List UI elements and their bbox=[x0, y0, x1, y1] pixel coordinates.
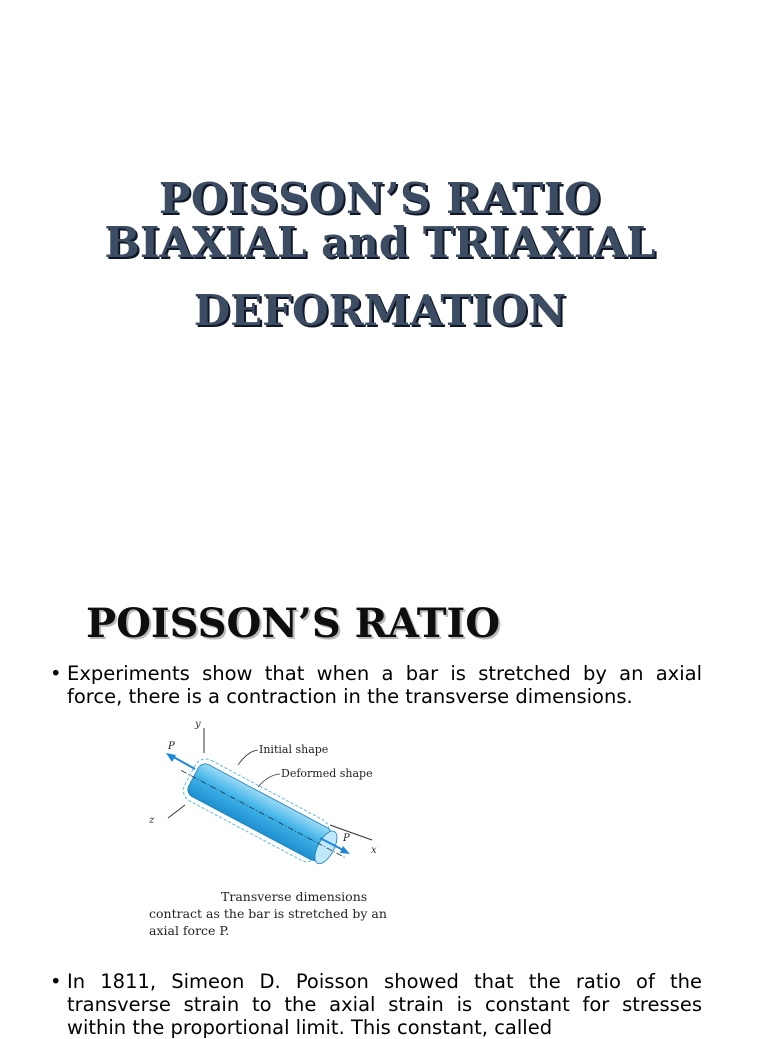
right-arrowhead-icon bbox=[340, 846, 350, 854]
deformed-leader-line bbox=[258, 774, 280, 787]
figure-caption bbox=[149, 888, 389, 939]
bullet-dot: • bbox=[50, 662, 62, 685]
bullet-text: In 1811, Simeon D. Poisson showed that the ratio of the transverse strain to the axial strain is constant for stresses within the proportional limit. This constant, called bbox=[67, 970, 702, 1039]
bullet-item bbox=[50, 662, 702, 708]
right-force-label: P bbox=[343, 833, 350, 844]
caption-line-1: Transverse dimensions bbox=[221, 889, 368, 904]
bullet-item bbox=[50, 970, 702, 1039]
title-line-2: BIAXIAL and TRIAXIAL bbox=[104, 218, 656, 267]
title-line-3: DEFORMATION bbox=[193, 286, 567, 335]
initial-shape-label: Initial shape bbox=[259, 743, 329, 756]
caption-line-2: contract as the bar is stretched by an bbox=[149, 906, 387, 921]
left-force-label: P bbox=[168, 741, 175, 752]
z-axis-label: z bbox=[149, 815, 155, 826]
bullet-dot: • bbox=[50, 970, 62, 993]
caption-line-3: axial force P. bbox=[149, 923, 230, 938]
x-axis-label: x bbox=[371, 845, 377, 856]
y-axis-label: y bbox=[195, 719, 201, 730]
section-heading: POISSON’S RATIO bbox=[86, 600, 501, 647]
bullet-text: Experiments show that when a bar is stretched by an axial force, there is a contraction in the transverse dimensions. bbox=[67, 662, 702, 708]
left-arrowhead-icon bbox=[166, 753, 176, 762]
content-slide bbox=[0, 560, 768, 1039]
slide-title bbox=[100, 174, 660, 335]
deformed-shape-label: Deformed shape bbox=[281, 767, 373, 780]
initial-leader-line bbox=[238, 750, 258, 765]
title-line-1: POISSON’S RATIO bbox=[158, 174, 602, 223]
z-axis-line bbox=[168, 805, 185, 818]
